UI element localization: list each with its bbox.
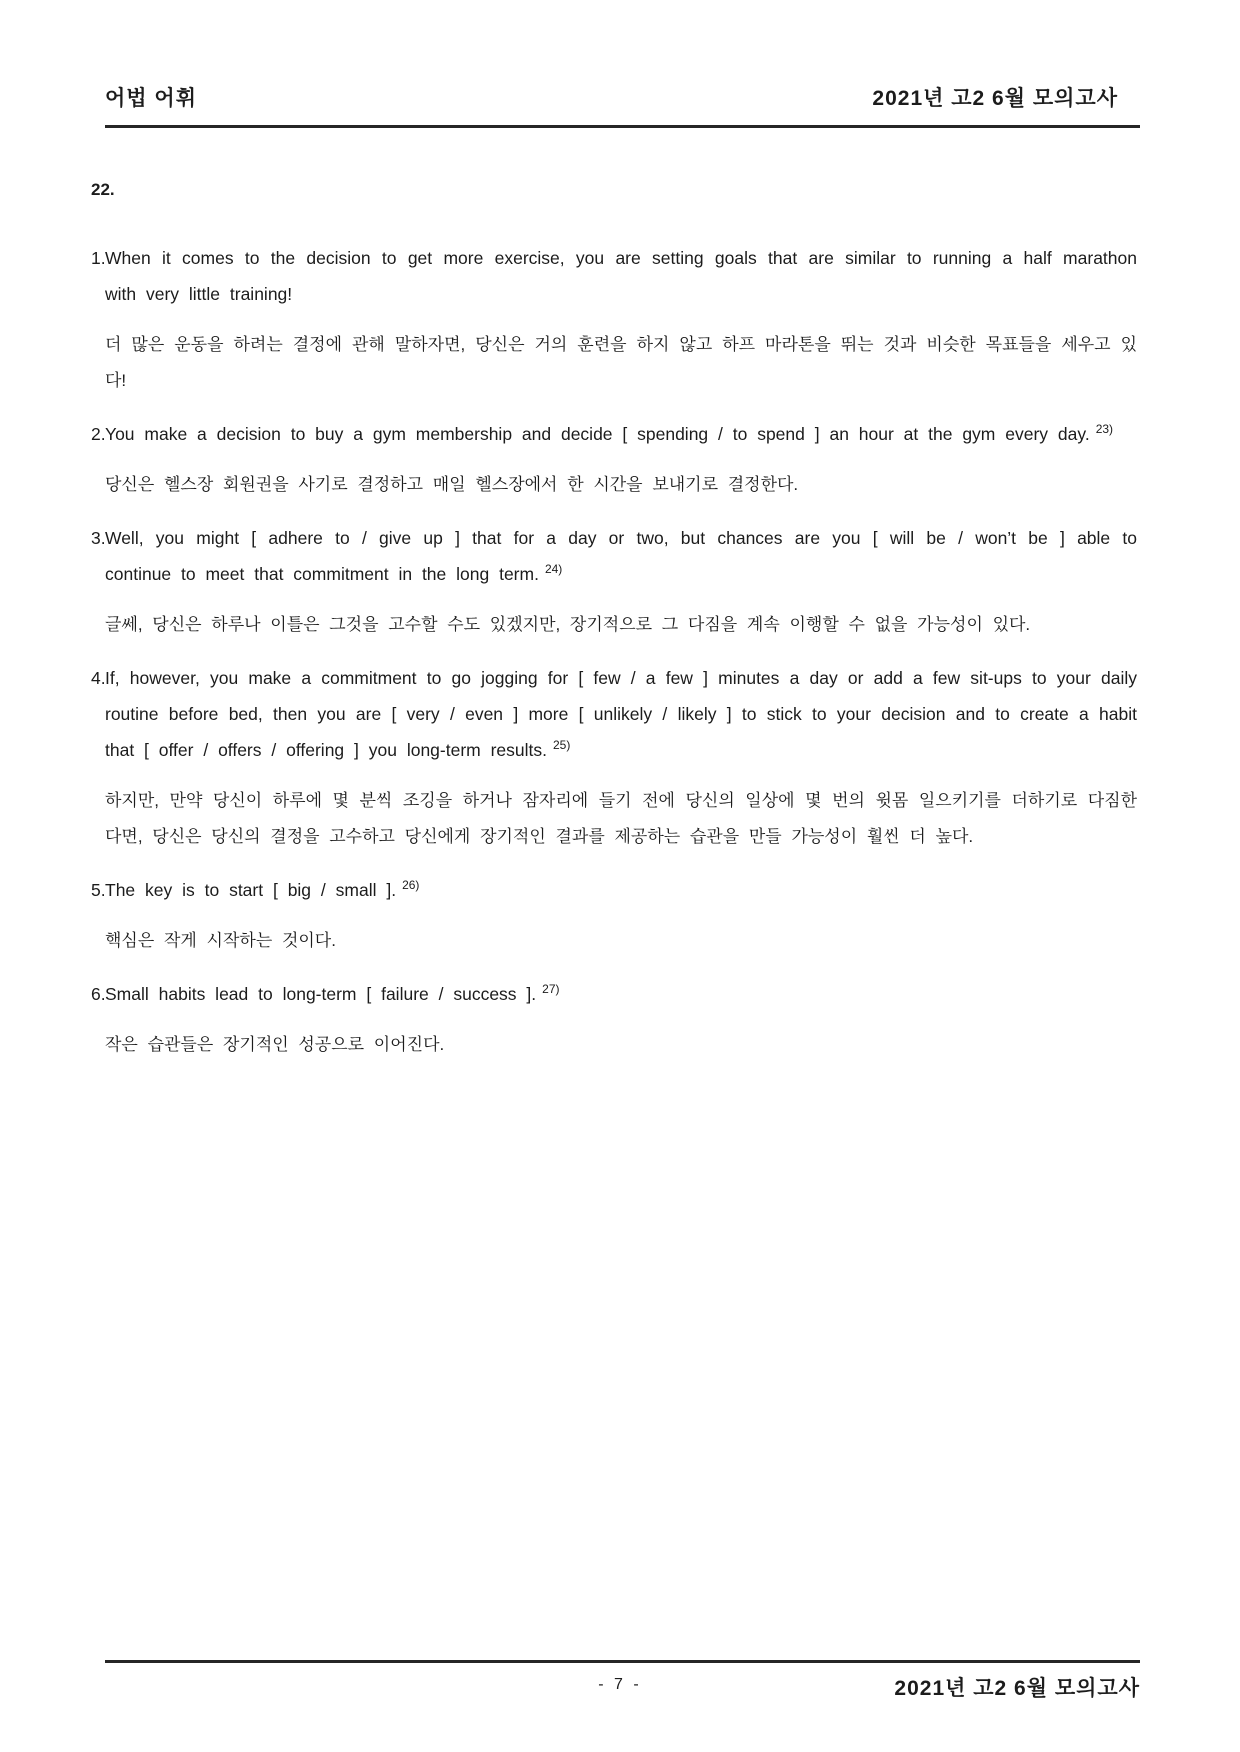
- exercise-item: [91, 240, 1137, 399]
- korean-translation: 작은 습관들은 장기적인 성공으로 이어진다.: [105, 1035, 445, 1054]
- english-text: Well, you might [ adhere to / give up ] that for a day or two, but chances are you [ will be / won’t be ] able to continue to meet that commitment in the long term.: [105, 528, 1137, 584]
- english-text: The key is to start [ big / small ].: [105, 880, 397, 900]
- korean-translation: 더 많은 운동을 하려는 결정에 관해 말하자면, 당신은 거의 훈련을 하지 않고 하프 마라톤을 뛰는 것과 비슷한 목표들을 세우고 있다!: [105, 335, 1137, 390]
- english-sentence: [91, 872, 1137, 908]
- exercise-item: [91, 416, 1137, 503]
- footnote-ref: 26): [402, 878, 420, 892]
- english-text: You make a decision to buy a gym membership and decide [ spending / to spend ] an hour at the gym every day.: [105, 424, 1090, 444]
- english-sentence: [91, 520, 1137, 592]
- english-text: When it comes to the decision to get more exercise, you are setting goals that are similar to running a half marathon with very little training!: [105, 248, 1137, 304]
- footnote-ref: 25): [553, 738, 571, 752]
- header-section-title: 어법 어휘: [105, 87, 197, 110]
- item-number: 4.: [91, 668, 106, 688]
- footnote-ref: 23): [1095, 422, 1114, 436]
- footer-rule: [105, 1660, 1140, 1663]
- page-header: [105, 86, 1140, 128]
- english-text: If, however, you make a commitment to go jogging for [ few / a few ] minutes a day or add a few sit-ups to your daily routine before bed, then you are [ very / even ] more [ unlikely / likely ] to stick to your decision and to create a habit that [ offer / offers / offering ] you long-term results.: [105, 668, 1137, 760]
- english-sentence: [91, 416, 1137, 452]
- footer-exam-title: 2021년 고2 6월 모의고사: [894, 1677, 1140, 1700]
- english-sentence: [91, 976, 1137, 1012]
- header-exam-title: 2021년 고2 6월 모의고사: [872, 87, 1118, 110]
- question-number: 22.: [91, 180, 115, 199]
- korean-translation: 핵심은 작게 시작하는 것이다.: [105, 931, 336, 950]
- exercise-item: [91, 520, 1137, 643]
- item-number: 3.: [91, 528, 106, 548]
- item-number: 1.: [91, 248, 106, 268]
- korean-translation: 글쎄, 당신은 하루나 이틀은 그것을 고수할 수도 있겠지만, 장기적으로 그 다짐을 계속 이행할 수 없을 가능성이 있다.: [105, 615, 1031, 634]
- exercise-item: [91, 660, 1137, 855]
- exercise-item: [91, 872, 1137, 959]
- english-sentence: [91, 660, 1137, 768]
- english-sentence: [91, 240, 1137, 312]
- korean-translation: 하지만, 만약 당신이 하루에 몇 분씩 조깅을 하거나 잠자리에 들기 전에 당신의 일상에 몇 번의 윗몸 일으키기를 더하기로 다짐한다면, 당신은 당신의 결정을 고수하고 당신에게 장기적인 결과를 제공하는 습관을 만들 가능성이 훨씬 더 높다.: [105, 791, 1137, 846]
- exercise-item: [91, 976, 1137, 1063]
- worksheet-content: [91, 172, 1137, 1080]
- korean-translation: 당신은 헬스장 회원권을 사기로 결정하고 매일 헬스장에서 한 시간을 보내기로 결정한다.: [105, 475, 799, 494]
- page-number: - 7 -: [598, 1676, 642, 1693]
- item-number: 6.: [91, 984, 106, 1004]
- item-number: 5.: [91, 880, 106, 900]
- english-text: Small habits lead to long-term [ failure / success ].: [105, 984, 537, 1004]
- item-number: 2.: [91, 424, 106, 444]
- footnote-ref: 24): [544, 562, 563, 576]
- footnote-ref: 27): [542, 982, 560, 996]
